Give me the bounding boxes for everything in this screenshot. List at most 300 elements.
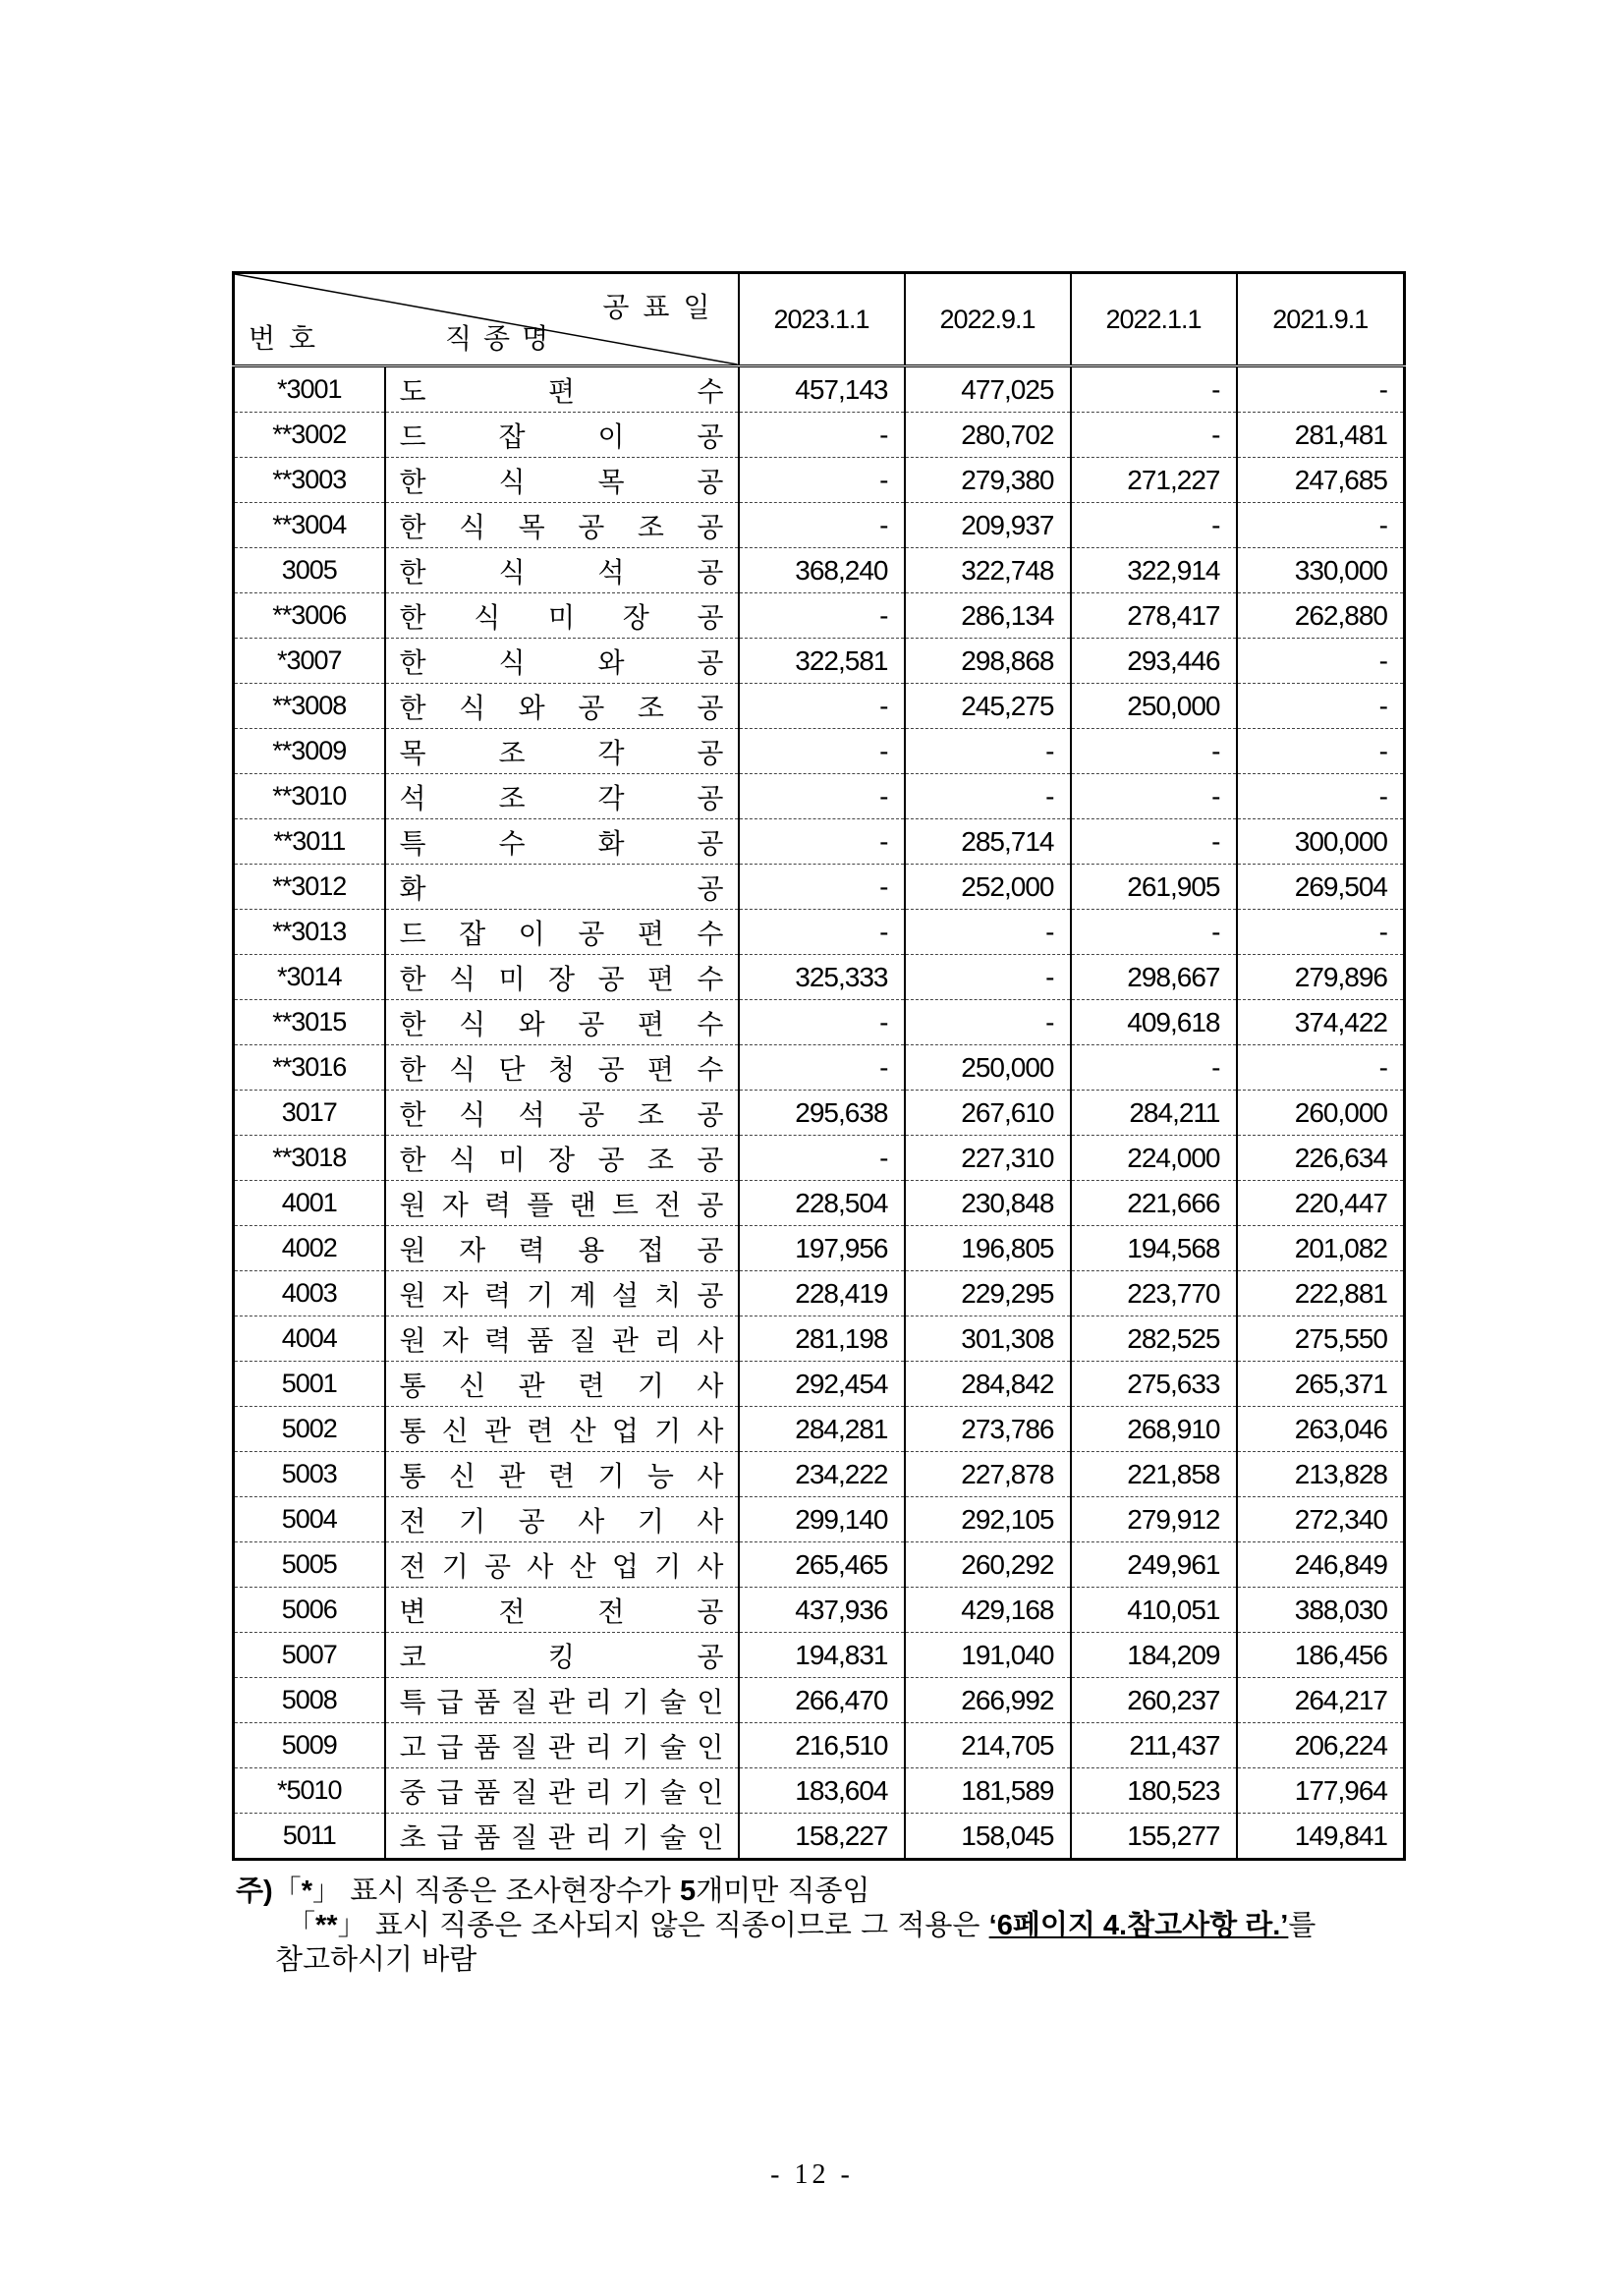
occupation-name-char: 식 — [459, 1007, 486, 1040]
occupation-code: **3013 — [234, 910, 385, 955]
table-row — [234, 1588, 1405, 1633]
occupation-name-char: 식 — [498, 465, 526, 498]
occupation-name — [400, 1229, 724, 1268]
occupation-name-char: 기 — [637, 1369, 664, 1402]
occupation-name — [400, 416, 724, 455]
wage-value: 280,702 — [905, 413, 1071, 458]
occupation-code: **3003 — [234, 458, 385, 503]
occupation-name-char: 공 — [697, 1233, 724, 1266]
occupation-name-cell — [385, 1452, 739, 1497]
wage-value: - — [1237, 910, 1405, 955]
wage-value: - — [739, 1136, 905, 1181]
occupation-name-char: 각 — [597, 736, 625, 769]
footnotes — [236, 1874, 1415, 1976]
wage-value: 227,878 — [905, 1452, 1071, 1497]
occupation-code: 3017 — [234, 1091, 385, 1136]
occupation-name-char: 편 — [637, 917, 664, 950]
occupation-name-cell — [385, 1633, 739, 1678]
occupation-name-char: 공 — [597, 1143, 625, 1176]
wage-value: 220,447 — [1237, 1181, 1405, 1226]
occupation-name-char: 수 — [697, 1007, 724, 1040]
occupation-name-char: 술 — [659, 1730, 687, 1764]
occupation-name-char: 식 — [459, 1097, 486, 1131]
wage-value: 221,666 — [1071, 1181, 1237, 1226]
occupation-name-char: 화 — [597, 826, 625, 860]
occupation-name-char: 식 — [459, 510, 486, 543]
occupation-name-cell — [385, 819, 739, 865]
wage-value: - — [739, 729, 905, 774]
wage-value: - — [739, 503, 905, 548]
occupation-name-cell — [385, 1045, 739, 1091]
table-row — [234, 1542, 1405, 1588]
table-row — [234, 729, 1405, 774]
occupation-code: *3014 — [234, 955, 385, 1000]
occupation-name-char: 이 — [597, 420, 625, 453]
wage-value: 275,633 — [1071, 1362, 1237, 1407]
occupation-name-char: 접 — [637, 1233, 664, 1266]
occupation-name-char: 플 — [527, 1188, 554, 1221]
wage-value: - — [739, 1045, 905, 1091]
wage-value: - — [905, 774, 1071, 819]
occupation-name-char: 력 — [484, 1323, 512, 1357]
occupation-name-cell — [385, 593, 739, 639]
occupation-name-char: 기 — [654, 1414, 682, 1447]
occupation-name-char: 관 — [547, 1730, 575, 1764]
wage-value: 263,046 — [1237, 1407, 1405, 1452]
occupation-name — [400, 732, 724, 771]
wage-value: 226,634 — [1237, 1136, 1405, 1181]
occupation-code: **3006 — [234, 593, 385, 639]
occupation-name-char: 식 — [498, 645, 526, 679]
table-row — [234, 684, 1405, 729]
occupation-name-cell — [385, 1091, 739, 1136]
footnote-text: 개미만 직종임 — [696, 1874, 870, 1907]
occupation-name-char: 공 — [697, 1188, 724, 1221]
footnote-continuation — [236, 1942, 1415, 1976]
occupation-name — [400, 642, 724, 681]
occupation-name-char: 급 — [436, 1685, 464, 1718]
occupation-name-char: 장 — [547, 1143, 576, 1176]
occupation-name-char: 신 — [448, 1459, 476, 1492]
wage-value: - — [739, 1000, 905, 1045]
table-row — [234, 1362, 1405, 1407]
wage-value: 322,914 — [1071, 548, 1237, 593]
wage-value: 180,523 — [1071, 1768, 1237, 1814]
occupation-name-char: 식 — [459, 691, 486, 724]
occupation-code: 4004 — [234, 1316, 385, 1362]
wage-value: 260,000 — [1237, 1091, 1405, 1136]
wage-value: 275,550 — [1237, 1316, 1405, 1362]
occupation-name-char: 코 — [399, 1640, 426, 1673]
occupation-name-char: 수 — [697, 962, 724, 995]
wage-value: 197,956 — [739, 1226, 905, 1271]
occupation-code: 4002 — [234, 1226, 385, 1271]
wage-value: 286,134 — [905, 593, 1071, 639]
wage-value: 247,685 — [1237, 458, 1405, 503]
occupation-name-char: 공 — [697, 600, 724, 634]
occupation-name-char: 관 — [498, 1459, 526, 1492]
wage-value: 211,437 — [1071, 1723, 1237, 1768]
occupation-name-char: 질 — [511, 1685, 538, 1718]
footnote-text: 를 — [1288, 1908, 1316, 1941]
occupation-name-char: 자 — [441, 1323, 469, 1357]
wage-value: 261,905 — [1071, 865, 1237, 910]
occupation-name-char: 초 — [399, 1820, 426, 1854]
wage-value: - — [739, 684, 905, 729]
table-row — [234, 1814, 1405, 1860]
occupation-name — [400, 1500, 724, 1540]
occupation-name-char: 용 — [578, 1233, 605, 1266]
occupation-name-cell — [385, 774, 739, 819]
occupation-name-char: 술 — [659, 1775, 687, 1809]
wage-value: - — [1071, 413, 1237, 458]
occupation-code: **3010 — [234, 774, 385, 819]
occupation-code: 4003 — [234, 1271, 385, 1316]
occupation-name-char: 드 — [399, 420, 426, 453]
occupation-name-char: 품 — [474, 1775, 501, 1809]
bracket-close: 」 — [311, 1874, 341, 1907]
occupation-name-cell — [385, 684, 739, 729]
occupation-name-cell — [385, 1678, 739, 1723]
occupation-name-cell — [385, 1181, 739, 1226]
occupation-name-char: 전 — [399, 1504, 426, 1538]
wage-value: 158,045 — [905, 1814, 1071, 1860]
occupation-code: 5002 — [234, 1407, 385, 1452]
occupation-name — [400, 1365, 724, 1404]
occupation-name-char: 조 — [498, 736, 526, 769]
wage-value: - — [739, 593, 905, 639]
occupation-code: 5005 — [234, 1542, 385, 1588]
occupation-code: 5011 — [234, 1814, 385, 1860]
wage-value: - — [905, 910, 1071, 955]
occupation-code: 5004 — [234, 1497, 385, 1542]
occupation-name-char: 질 — [511, 1775, 538, 1809]
header-date: 2022.1.1 — [1071, 273, 1237, 366]
wage-value: 177,964 — [1237, 1768, 1405, 1814]
wage-value: - — [1237, 639, 1405, 684]
table-row — [234, 593, 1405, 639]
occupation-name-char: 공 — [578, 1007, 605, 1040]
occupation-name-char: 식 — [498, 555, 526, 588]
occupation-code: **3018 — [234, 1136, 385, 1181]
occupation-code: **3016 — [234, 1045, 385, 1091]
wage-value: 330,000 — [1237, 548, 1405, 593]
wage-value: 284,842 — [905, 1362, 1071, 1407]
occupation-name-char: 신 — [459, 1369, 486, 1402]
table-body — [234, 366, 1405, 1860]
occupation-name-char: 공 — [697, 871, 724, 905]
occupation-name-cell — [385, 955, 739, 1000]
occupation-name-char: 원 — [399, 1233, 426, 1266]
occupation-name — [400, 370, 724, 410]
wage-value: 183,604 — [739, 1768, 905, 1814]
occupation-name — [400, 868, 724, 907]
wage-value: - — [905, 729, 1071, 774]
asterisk-mark: ** — [315, 1910, 338, 1941]
occupation-name-char: 한 — [399, 691, 426, 724]
header-date: 2021.9.1 — [1237, 273, 1405, 366]
occupation-name-char: 사 — [578, 1504, 605, 1538]
wage-value: 278,417 — [1071, 593, 1237, 639]
occupation-name-cell — [385, 503, 739, 548]
occupation-name-char: 장 — [622, 600, 649, 634]
wage-value: 260,292 — [905, 1542, 1071, 1588]
occupation-name-char: 업 — [611, 1549, 639, 1583]
occupation-name-char: 목 — [518, 510, 545, 543]
occupation-name-char: 관 — [547, 1820, 575, 1854]
occupation-name — [400, 1771, 724, 1811]
occupation-name-char: 기 — [622, 1730, 649, 1764]
table-row — [234, 366, 1405, 413]
occupation-name-cell — [385, 1000, 739, 1045]
occupation-name-char: 기 — [622, 1820, 649, 1854]
occupation-name-char: 리 — [585, 1730, 612, 1764]
occupation-name-char: 관 — [518, 1369, 545, 1402]
footnote-reference: ‘6페이지 4.참고사항 라.’ — [988, 1910, 1289, 1941]
occupation-name-cell — [385, 865, 739, 910]
wage-value: - — [739, 774, 905, 819]
wage-value: 292,454 — [739, 1362, 905, 1407]
occupation-name-char: 조 — [498, 781, 526, 814]
page-number: - 12 - — [770, 2159, 854, 2190]
occupation-name — [400, 1681, 724, 1720]
occupation-name-char: 트 — [611, 1188, 639, 1221]
occupation-name-char: 공 — [697, 1278, 724, 1312]
wage-value: 300,000 — [1237, 819, 1405, 865]
occupation-name-char: 품 — [527, 1323, 554, 1357]
wage-value: 279,380 — [905, 458, 1071, 503]
occupation-name-cell — [385, 366, 739, 413]
occupation-name-char: 한 — [399, 1052, 426, 1086]
occupation-name-char: 품 — [474, 1730, 501, 1764]
occupation-name-char: 질 — [511, 1820, 538, 1854]
wage-value: 186,456 — [1237, 1633, 1405, 1678]
wage-value: 284,211 — [1071, 1091, 1237, 1136]
occupation-name-char: 공 — [578, 691, 605, 724]
wage-value: - — [1071, 366, 1237, 413]
wage-value: 184,209 — [1071, 1633, 1237, 1678]
occupation-code: 5006 — [234, 1588, 385, 1633]
occupation-name-char: 조 — [637, 691, 664, 724]
occupation-name — [400, 596, 724, 636]
wage-value: 279,896 — [1237, 955, 1405, 1000]
wage-value: 181,589 — [905, 1768, 1071, 1814]
occupation-name-char: 미 — [547, 600, 576, 634]
occupation-name-char: 자 — [441, 1278, 469, 1312]
occupation-name-char: 기 — [622, 1685, 649, 1718]
table-row — [234, 1497, 1405, 1542]
occupation-name-char: 석 — [518, 1097, 545, 1131]
occupation-name-char: 통 — [399, 1414, 426, 1447]
occupation-name — [400, 551, 724, 590]
wage-value: - — [905, 1000, 1071, 1045]
table-row — [234, 1271, 1405, 1316]
table-row — [234, 1633, 1405, 1678]
table-row — [234, 1407, 1405, 1452]
wage-value: 282,525 — [1071, 1316, 1237, 1362]
occupation-name-char: 미 — [498, 1143, 526, 1176]
occupation-name-cell — [385, 729, 739, 774]
occupation-name-char: 사 — [697, 1549, 724, 1583]
wage-value: 223,770 — [1071, 1271, 1237, 1316]
occupation-code: **3004 — [234, 503, 385, 548]
occupation-name-char: 조 — [637, 510, 664, 543]
wage-value: - — [739, 865, 905, 910]
wage-value: 293,446 — [1071, 639, 1237, 684]
occupation-name — [400, 461, 724, 500]
occupation-name-char: 공 — [697, 510, 724, 543]
table-row — [234, 819, 1405, 865]
occupation-name-cell — [385, 1814, 739, 1860]
wage-value: - — [1071, 1045, 1237, 1091]
occupation-name-char: 편 — [646, 1052, 674, 1086]
occupation-name-char: 술 — [659, 1685, 687, 1718]
occupation-name-char: 기 — [459, 1504, 486, 1538]
occupation-name-char: 인 — [697, 1685, 724, 1718]
occupation-name-char: 특 — [399, 826, 426, 860]
occupation-name-char: 치 — [654, 1278, 682, 1312]
wage-value: - — [1237, 729, 1405, 774]
occupation-name-char: 공 — [697, 1640, 724, 1673]
wage-value: 213,828 — [1237, 1452, 1405, 1497]
occupation-name — [400, 1410, 724, 1449]
footnote-number: 5 — [680, 1876, 697, 1907]
wage-value: 224,000 — [1071, 1136, 1237, 1181]
occupation-name-char: 관 — [547, 1775, 575, 1809]
occupation-name-cell — [385, 1542, 739, 1588]
wage-value: 279,912 — [1071, 1497, 1237, 1542]
header-date: 2022.9.1 — [905, 273, 1071, 366]
occupation-name — [400, 687, 724, 726]
wage-value: - — [1237, 503, 1405, 548]
occupation-name-char: 인 — [697, 1775, 724, 1809]
occupation-name-char: 공 — [697, 555, 724, 588]
occupation-name-char: 력 — [518, 1233, 545, 1266]
occupation-name-char: 사 — [697, 1459, 724, 1492]
wage-value: - — [1237, 1045, 1405, 1091]
occupation-name-cell — [385, 1768, 739, 1814]
occupation-name-char: 기 — [654, 1549, 682, 1583]
occupation-name-char: 변 — [399, 1595, 426, 1628]
table-row — [234, 1768, 1405, 1814]
occupation-name-char: 기 — [637, 1504, 664, 1538]
wage-value: 265,371 — [1237, 1362, 1405, 1407]
occupation-name-char: 급 — [436, 1730, 464, 1764]
occupation-name-char: 한 — [399, 1007, 426, 1040]
wage-value: 201,082 — [1237, 1226, 1405, 1271]
table-row — [234, 1136, 1405, 1181]
occupation-name-char: 한 — [399, 1097, 426, 1131]
occupation-name-char: 수 — [697, 374, 724, 408]
footnote-text: 표시 직종은 조사되지 않은 직종이므로 그 적용은 — [365, 1908, 989, 1941]
occupation-name-char: 전 — [399, 1549, 426, 1583]
occupation-name-char: 석 — [399, 781, 426, 814]
footnote-text: 참고하시기 바람 — [275, 1942, 477, 1976]
wage-value: 298,667 — [1071, 955, 1237, 1000]
occupation-name-cell — [385, 639, 739, 684]
occupation-name-char: 공 — [697, 420, 724, 453]
occupation-name-char: 식 — [448, 1052, 476, 1086]
wage-value: - — [739, 819, 905, 865]
table-row — [234, 639, 1405, 684]
wage-value: 206,224 — [1237, 1723, 1405, 1768]
occupation-name-char: 술 — [659, 1820, 687, 1854]
occupation-name-char: 기 — [441, 1549, 469, 1583]
wage-value: 230,848 — [905, 1181, 1071, 1226]
wage-value: - — [739, 458, 905, 503]
occupation-name-char: 수 — [697, 917, 724, 950]
wage-value: 429,168 — [905, 1588, 1071, 1633]
wage-value: 322,748 — [905, 548, 1071, 593]
occupation-name-char: 킹 — [547, 1640, 576, 1673]
occupation-name-char: 관 — [547, 1685, 575, 1718]
table-row — [234, 503, 1405, 548]
wage-value: 368,240 — [739, 548, 905, 593]
wage-value: - — [739, 910, 905, 955]
occupation-name-char: 전 — [597, 1595, 625, 1628]
occupation-name-char: 력 — [484, 1278, 512, 1312]
wage-value: 437,936 — [739, 1588, 905, 1633]
occupation-name-char: 원 — [399, 1188, 426, 1221]
table-row — [234, 413, 1405, 458]
occupation-name-char: 목 — [597, 465, 625, 498]
occupation-name-char: 와 — [597, 645, 625, 679]
header-publish-date-label: 공표일 — [602, 291, 724, 323]
wage-value: 281,198 — [739, 1316, 905, 1362]
occupation-name — [400, 1545, 724, 1585]
table-header-row — [234, 273, 1405, 366]
table-row — [234, 1316, 1405, 1362]
wage-value: - — [1237, 366, 1405, 413]
occupation-name-char: 한 — [399, 465, 426, 498]
occupation-name — [400, 1319, 724, 1359]
occupation-name-char: 한 — [399, 962, 426, 995]
wage-value: 272,340 — [1237, 1497, 1405, 1542]
table-row — [234, 955, 1405, 1000]
footnote-prefix: 주) — [236, 1876, 273, 1907]
wage-value: 388,030 — [1237, 1588, 1405, 1633]
wage-value: 214,705 — [905, 1723, 1071, 1768]
wage-value: 374,422 — [1237, 1000, 1405, 1045]
occupation-name-char: 품 — [474, 1685, 501, 1718]
wage-value: 266,992 — [905, 1678, 1071, 1723]
occupation-name-cell — [385, 1271, 739, 1316]
occupation-code: **3012 — [234, 865, 385, 910]
table-row — [234, 1226, 1405, 1271]
wage-value: 325,333 — [739, 955, 905, 1000]
bracket-open: 「 — [287, 1908, 316, 1941]
occupation-code: *3001 — [234, 366, 385, 413]
occupation-name-cell — [385, 1226, 739, 1271]
occupation-name-char: 관 — [484, 1414, 512, 1447]
occupation-name — [400, 1817, 724, 1856]
occupation-name-char: 리 — [654, 1323, 682, 1357]
wage-value: 249,961 — [1071, 1542, 1237, 1588]
wage-value: 301,308 — [905, 1316, 1071, 1362]
table-row — [234, 774, 1405, 819]
wage-value: 298,868 — [905, 639, 1071, 684]
occupation-name-cell — [385, 1588, 739, 1633]
occupation-name-char: 인 — [697, 1820, 724, 1854]
occupation-name-char: 사 — [697, 1323, 724, 1357]
occupation-name-cell — [385, 1362, 739, 1407]
footnote-single-star — [236, 1874, 1415, 1908]
occupation-name-cell — [385, 910, 739, 955]
occupation-name-char: 한 — [399, 1143, 426, 1176]
occupation-name-char: 리 — [585, 1820, 612, 1854]
occupation-name — [400, 1726, 724, 1765]
wage-value: - — [739, 413, 905, 458]
